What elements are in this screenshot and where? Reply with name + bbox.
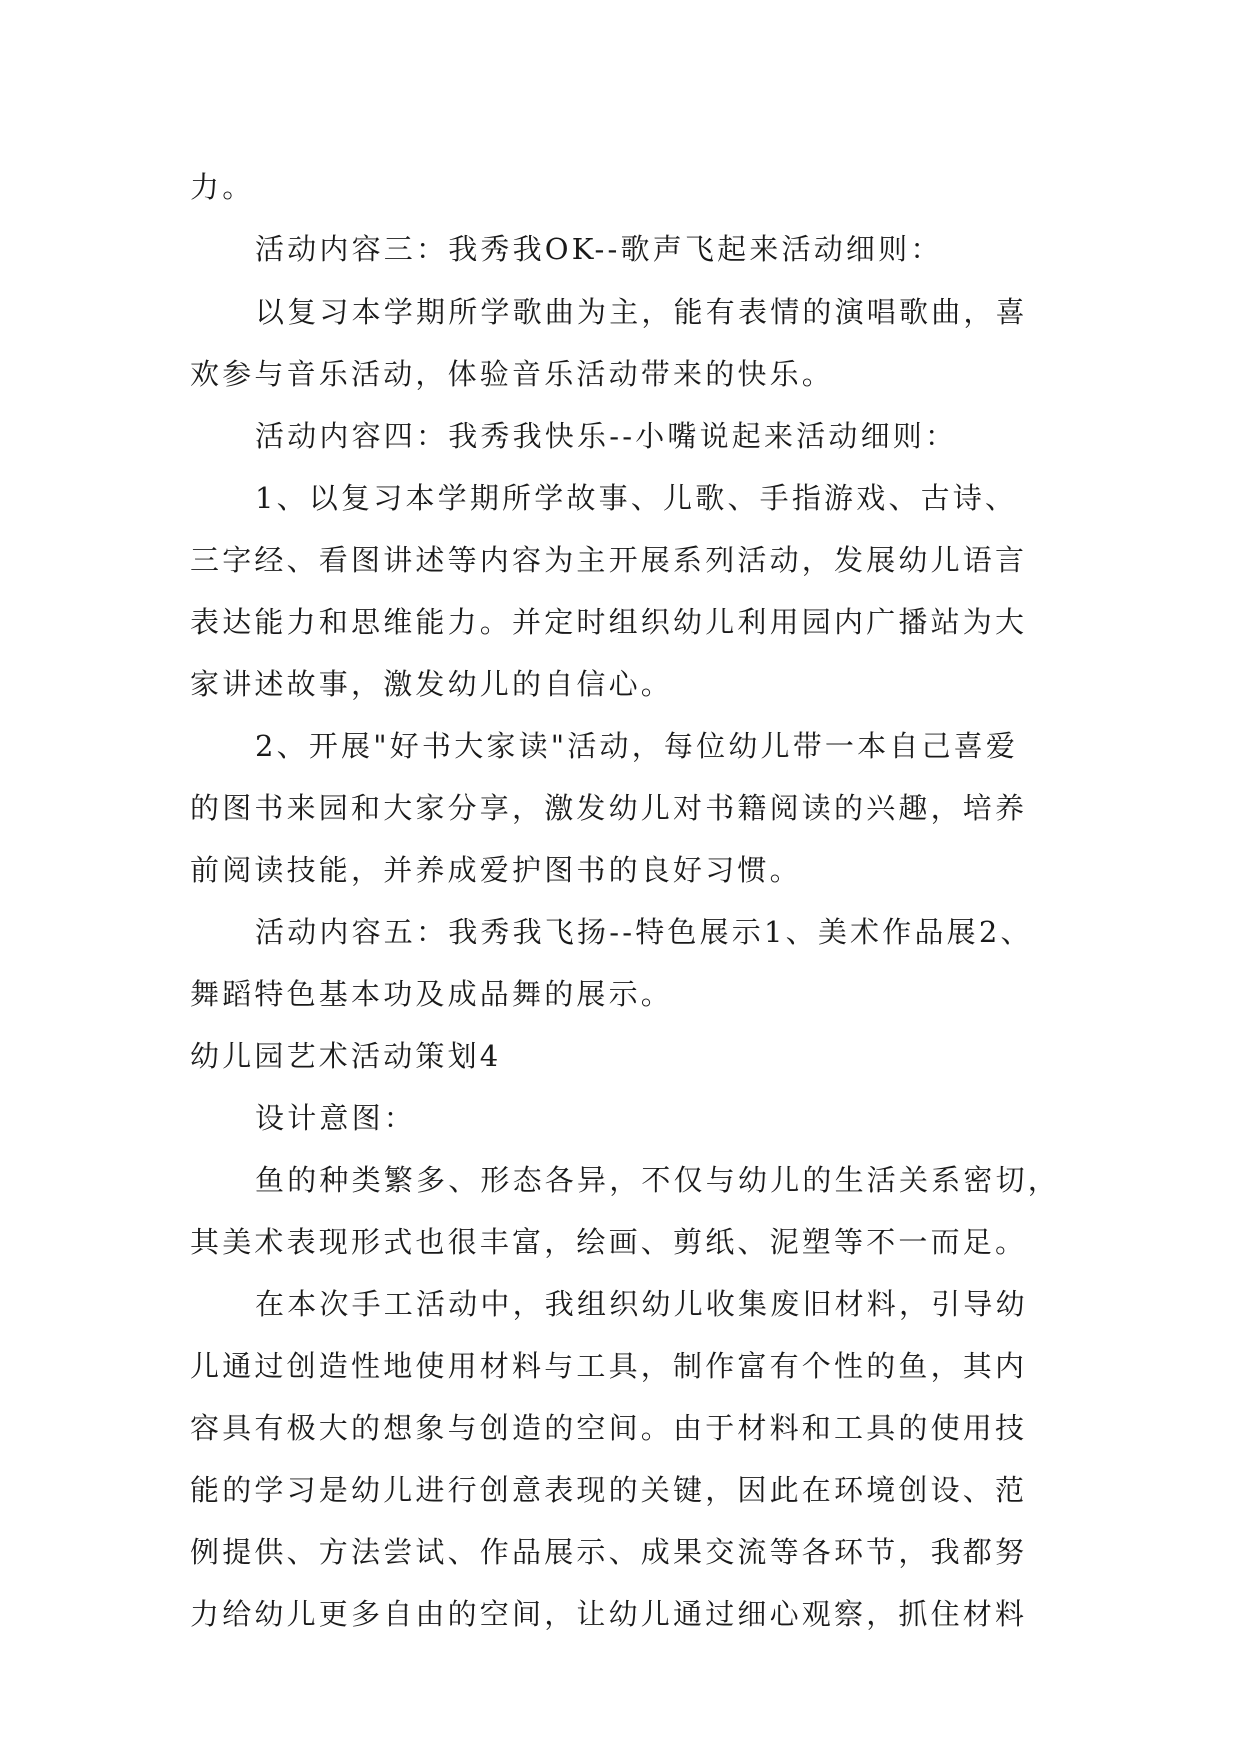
text-line: 力给幼儿更多自由的空间，让幼儿通过细心观察，抓住材料 bbox=[190, 1597, 1028, 1631]
text-line: 容具有极大的想象与创造的空间。由于材料和工具的使用技 bbox=[190, 1411, 1028, 1445]
text-line: 的图书来园和大家分享，激发幼儿对书籍阅读的兴趣，培养 bbox=[190, 791, 1028, 825]
text-line: 能的学习是幼儿进行创意表现的关键，因此在环境创设、范 bbox=[190, 1473, 1028, 1507]
text-line: 例提供、方法尝试、作品展示、成果交流等各环节，我都努 bbox=[190, 1535, 1028, 1569]
text-line: 活动内容五：我秀我飞扬--特色展示1、美术作品展2、 bbox=[255, 915, 1033, 949]
text-line: 表达能力和思维能力。并定时组织幼儿利用园内广播站为大 bbox=[190, 605, 1028, 639]
text-line: 活动内容三：我秀我OK--歌声飞起来活动细则： bbox=[255, 232, 943, 266]
text-line: 儿通过创造性地使用材料与工具，制作富有个性的鱼，其内 bbox=[190, 1349, 1028, 1383]
text-line: 活动内容四：我秀我快乐--小嘴说起来活动细则： bbox=[255, 419, 958, 453]
text-line: 前阅读技能，并养成爱护图书的良好习惯。 bbox=[190, 853, 802, 887]
text-line: 2、开展"好书大家读"活动，每位幼儿带一本自己喜爱 bbox=[255, 729, 1019, 763]
text-line: 在本次手工活动中，我组织幼儿收集废旧材料，引导幼 bbox=[255, 1287, 1028, 1321]
text-line: 设计意图： bbox=[255, 1101, 417, 1135]
section-heading: 幼儿园艺术活动策划4 bbox=[190, 1039, 502, 1073]
text-line: 三字经、看图讲述等内容为主开展系列活动，发展幼儿语言 bbox=[190, 543, 1028, 577]
text-line: 舞蹈特色基本功及成品舞的展示。 bbox=[190, 977, 674, 1011]
text-line: 其美术表现形式也很丰富，绘画、剪纸、泥塑等不一而足。 bbox=[190, 1225, 1028, 1259]
text-line: 欢参与音乐活动，体验音乐活动带来的快乐。 bbox=[190, 357, 835, 391]
text-line: 鱼的种类繁多、形态各异，不仅与幼儿的生活关系密切， bbox=[255, 1163, 1061, 1197]
text-line: 力。 bbox=[190, 170, 255, 204]
text-line: 1、以复习本学期所学故事、儿歌、手指游戏、古诗、 bbox=[255, 481, 1018, 515]
text-line: 家讲述故事，激发幼儿的自信心。 bbox=[190, 667, 674, 701]
text-line: 以复习本学期所学歌曲为主，能有表情的演唱歌曲，喜 bbox=[255, 295, 1028, 329]
